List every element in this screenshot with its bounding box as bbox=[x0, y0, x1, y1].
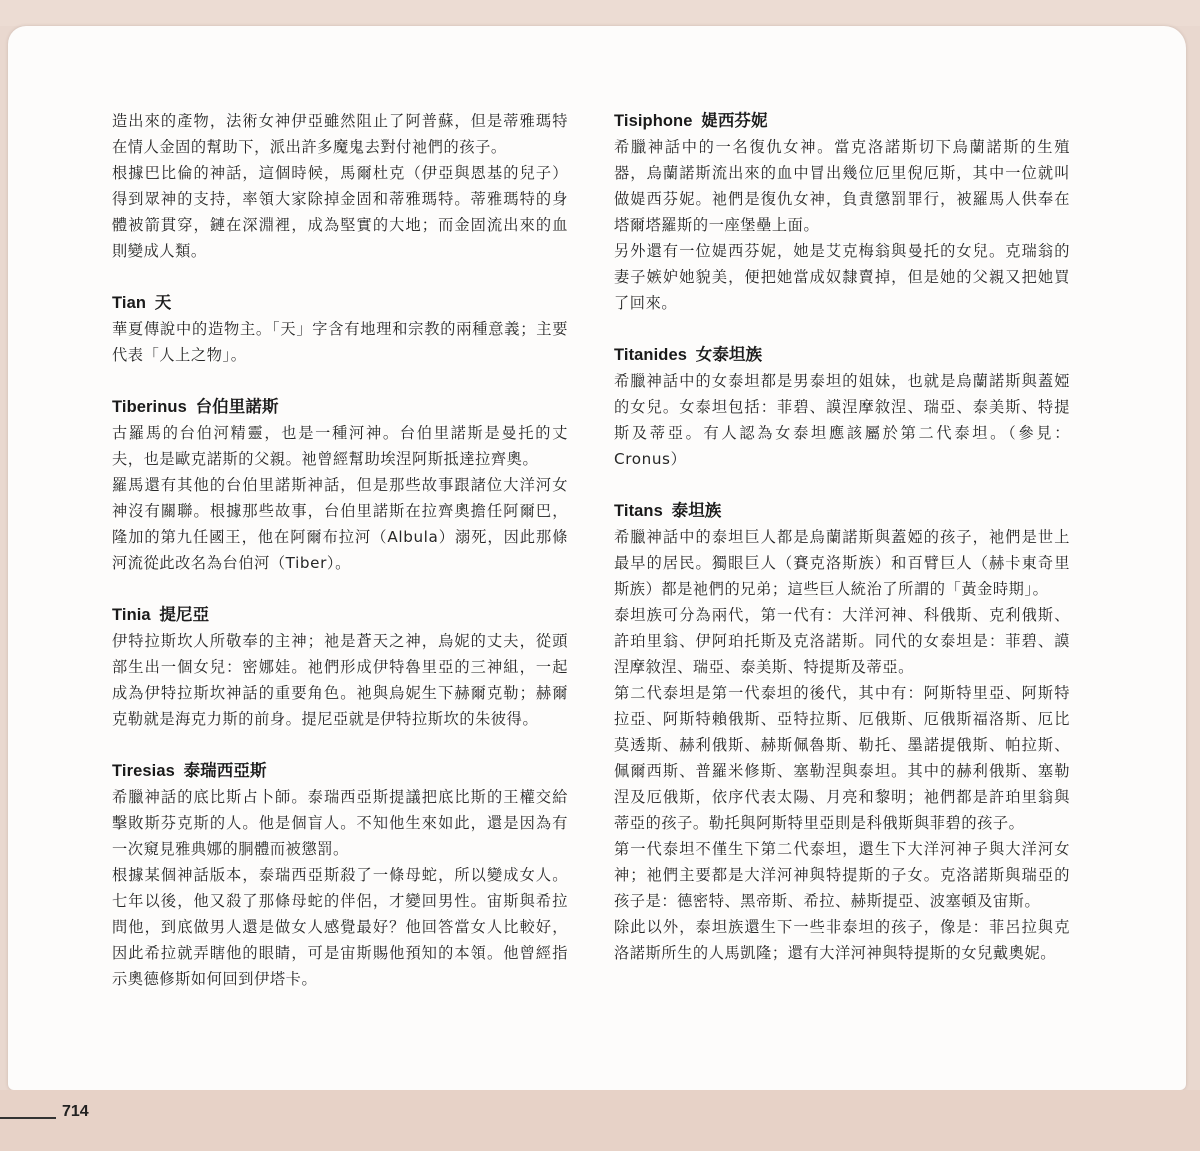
right-column bbox=[614, 108, 1070, 966]
entry-tiberinus bbox=[112, 394, 568, 576]
entry-titans bbox=[614, 498, 1070, 966]
entry-paragraph: 另外還有一位媞西芬妮，她是艾克梅翁與曼托的女兒。克瑞翁的妻子嫉妒她貌美，便把她當成奴隸賣掉，但是她的父親又把她買了回來。 bbox=[614, 242, 1070, 312]
left-column bbox=[112, 108, 568, 992]
entry-paragraph: 華夏傳說中的造物主。「天」字含有地理和宗教的兩種意義；主要代表「人上之物」。 bbox=[112, 320, 568, 364]
entry-paragraph: 第一代泰坦不僅生下第二代泰坦，還生下大洋河神子與大洋河女神；祂們主要都是大洋河神與特提斯的子女。克洛諾斯與瑞亞的孩子是：德密特、黑帝斯、希拉、赫斯提亞、波塞頓及宙斯。 bbox=[614, 840, 1070, 910]
entry-paragraph: 伊特拉斯坎人所敬奉的主神；祂是蒼天之神，烏妮的丈夫，從頭部生出一個女兒：密娜娃。祂們形成伊特魯里亞的三神組，一起成為伊特拉斯坎神話的重要角色。祂與烏妮生下赫爾克勒；赫爾克勒就是海克力斯的前身。提尼亞就是伊特拉斯坎的朱彼得。 bbox=[112, 632, 568, 728]
entry-paragraph: 羅馬還有其他的台伯里諾斯神話，但是那些故事跟諸位大洋河女神沒有關聯。根據那些故事，台伯里諾斯在拉齊奧擔任阿爾巴，隆加的第九任國王，他在阿爾布拉河（Albula）溺死，因此那條河流從此改名為台伯河（Tiber）。 bbox=[112, 476, 568, 572]
page-footer-band bbox=[0, 1090, 1200, 1151]
entry-heading bbox=[614, 342, 1070, 368]
book-page bbox=[8, 26, 1186, 1090]
term-chinese: 媞西芬妮 bbox=[701, 112, 768, 130]
entry-paragraph: 古羅馬的台伯河精靈，也是一種河神。台伯里諾斯是曼托的丈夫，也是歐克諾斯的父親。祂曾經幫助埃涅阿斯抵達拉齊奧。 bbox=[112, 424, 568, 468]
entry-paragraph: 造出來的產物，法術女神伊亞雖然阻止了阿普蘇，但是蒂雅瑪特在情人金固的幫助下，派出許多魔鬼去對付祂們的孩子。 bbox=[112, 112, 568, 156]
entry-heading bbox=[614, 108, 1070, 134]
term-chinese: 提尼亞 bbox=[159, 606, 210, 624]
entry-paragraph: 希臘神話的底比斯占卜師。泰瑞西亞斯提議把底比斯的王權交給擊敗斯芬克斯的人。他是個盲人。不知他生來如此，還是因為有一次窺見雅典娜的胴體而被懲罰。 bbox=[112, 788, 568, 858]
entry-tiresias bbox=[112, 758, 568, 992]
entry-heading bbox=[112, 290, 568, 316]
term-english: Titans bbox=[614, 502, 663, 520]
entry-tian bbox=[112, 290, 568, 368]
entry-heading bbox=[112, 758, 568, 784]
entry-tinia bbox=[112, 602, 568, 732]
term-chinese: 泰坦族 bbox=[671, 502, 722, 520]
entry-paragraph: 泰坦族可分為兩代，第一代有：大洋河神、科俄斯、克利俄斯、許珀里翁、伊阿珀托斯及克洛諾斯。同代的女泰坦是：菲碧、謨涅摩敘涅、瑞亞、泰美斯、特提斯及蒂亞。 bbox=[614, 606, 1070, 676]
entry-paragraph: 希臘神話中的一名復仇女神。當克洛諾斯切下烏蘭諾斯的生殖器，烏蘭諾斯流出來的血中冒出幾位厄里倪厄斯，其中一位就叫做媞西芬妮。祂們是復仇女神，負責懲罰罪行，被羅馬人供奉在塔爾塔羅斯的一座堡壘上面。 bbox=[614, 138, 1070, 234]
entry-paragraph: 根據巴比倫的神話，這個時候，馬爾杜克（伊亞與恩基的兒子）得到眾神的支持，率領大家除掉金固和蒂雅瑪特。蒂雅瑪特的身體被箭貫穿，鏈在深淵裡，成為堅實的大地；而金固流出來的血則變成人類。 bbox=[112, 164, 568, 260]
entry-heading bbox=[112, 394, 568, 420]
entry-paragraph: 除此以外，泰坦族還生下一些非泰坦的孩子，像是：菲呂拉與克洛諾斯所生的人馬凱隆；還有大洋河神與特提斯的女兒戴奧妮。 bbox=[614, 918, 1070, 962]
term-chinese: 泰瑞西亞斯 bbox=[183, 762, 267, 780]
entry-paragraph: 第二代泰坦是第一代泰坦的後代，其中有：阿斯特里亞、阿斯特拉亞、阿斯特賴俄斯、亞特拉斯、厄俄斯、厄俄斯福洛斯、厄比莫透斯、赫利俄斯、赫斯佩魯斯、勒托、墨諾提俄斯、帕拉斯、佩爾西斯、普羅米修斯、塞勒涅與泰坦。其中的赫利俄斯、塞勒涅及厄俄斯，依序代表太陽、月亮和黎明；祂們都是許珀里翁與蒂亞的孩子。勒托與阿斯特里亞則是科俄斯與菲碧的孩子。 bbox=[614, 684, 1070, 832]
page-top-band bbox=[0, 0, 1200, 26]
entry-titanides bbox=[614, 342, 1070, 472]
page-number: 714 bbox=[62, 1103, 89, 1120]
entry-tisiphone bbox=[614, 108, 1070, 316]
term-chinese: 女泰坦族 bbox=[695, 346, 763, 364]
entry-paragraph: 根據某個神話版本，泰瑞西亞斯殺了一條母蛇，所以變成女人。七年以後，他又殺了那條母蛇的伴侶，才變回男性。宙斯與希拉問他，到底做男人還是做女人感覺最好？他回答當女人比較好，因此希拉就弄瞎他的眼睛，可是宙斯賜他預知的本領。他曾經指示奧德修斯如何回到伊塔卡。 bbox=[112, 866, 568, 988]
term-english: Tiberinus bbox=[112, 398, 187, 416]
term-english: Tisiphone bbox=[614, 112, 693, 130]
entry-heading bbox=[614, 498, 1070, 524]
entry-continuation bbox=[112, 108, 568, 264]
term-english: Tinia bbox=[112, 606, 151, 624]
term-chinese: 天 bbox=[154, 294, 172, 312]
entry-heading bbox=[112, 602, 568, 628]
entry-paragraph: 希臘神話中的女泰坦都是男泰坦的姐妹，也就是烏蘭諾斯與蓋婭的女兒。女泰坦包括：菲碧、謨涅摩敘涅、瑞亞、泰美斯、特提斯及蒂亞。有人認為女泰坦應該屬於第二代泰坦。（參見：Cronus） bbox=[614, 372, 1070, 468]
entry-paragraph: 希臘神話中的泰坦巨人都是烏蘭諾斯與蓋婭的孩子，祂們是世上最早的居民。獨眼巨人（賽克洛斯族）和百臂巨人（赫卡東奇里斯族）都是祂們的兄弟；這些巨人統治了所謂的「黃金時期」。 bbox=[614, 528, 1070, 598]
term-english: Titanides bbox=[614, 346, 688, 364]
term-english: Tiresias bbox=[112, 762, 175, 780]
page-number-rule bbox=[0, 1117, 56, 1119]
term-english: Tian bbox=[112, 294, 147, 312]
term-chinese: 台伯里諾斯 bbox=[195, 398, 279, 416]
